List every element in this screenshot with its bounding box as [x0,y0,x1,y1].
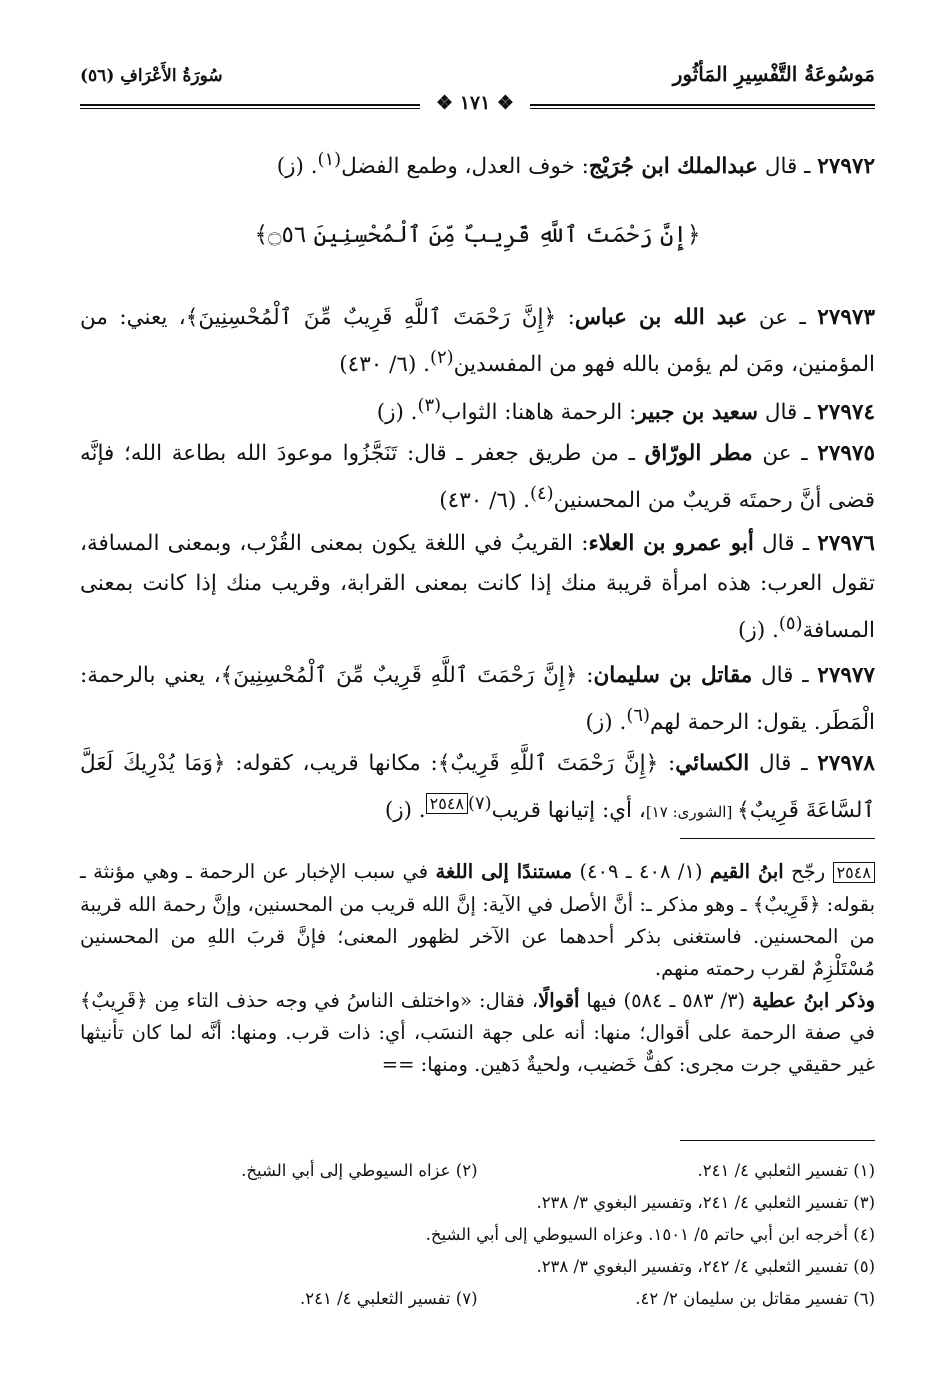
entry-27978: ٢٧٩٧٨ ـ قال الكسائي: ﴿إِنَّ رَحْمَتَ ٱللَّهِ قَرِيبٌ﴾: مكانها قريب، كقوله: ﴿وَمَا يُدْرِيكَ لَعَلَّ ٱلسَّاعَةَ قَرِيبٌ﴾ [الشورى: ١٧]، أي: إتيانها قريب$^{(٧)٢٥٤٨}$. (ز) [80,751,875,824]
note-separator [680,838,875,839]
footnote: (٧) تفسير الثعلبي ٤/ ٢٤١. [299,1289,478,1308]
page-number: ❖ ١٧١ ❖ [420,92,530,114]
quran-word: تَنَجَّزُوا [342,441,398,466]
entry-27977: ٢٧٩٧٧ ـ قال مقاتل بن سليمان: ﴿إِنَّ رَحْمَتَ ٱللَّهِ قَرِيبٌ مِّنَ ٱلْمُحْسِنِينَ﴾، يعني بالرحمة: الْمَطَر. يقول: الرحمة لهم$^{(٦)}$. (ز) [80,663,876,736]
surah-title: سُورَةُ الأَعْرَافِ (٥٦) [80,66,223,86]
note-ref-box[interactable]: ٢٥٤٨ [426,793,468,814]
entry-27974: ٢٧٩٧٤ ـ قال سعيد بن جبير: الرحمة هاهنا: الثواب$^{(٣)}$. (ز) [376,395,875,426]
entry-27972: ٢٧٩٧٢ ـ قال عبدالملك ابن جُرَيْج: خوف العدل، وطمع الفضل$^{(١)}$. (ز) [276,149,875,180]
footnote: (٥) تفسير الثعلبي ٤/ ٢٤٢، وتفسير البغوي ٣/ ٢٣٨. [536,1257,875,1276]
ayah-heading: ﴿إِنَّ رَحْمَتَ ٱللَّهِ قَرِيبٌ مِّنَ ٱلْمُحْسِنِينَ ۝٥٦﴾ [254,222,701,248]
footnote-ref[interactable]: (٣) [417,395,442,416]
footnote: (٢) عزاه السيوطي إلى أبي الشيخ. [241,1161,478,1180]
running-header [80,62,875,96]
entry-27975: ٢٧٩٧٥ ـ عن مطر الورّاق ـ من طريق جعفر ـ قال: تَنَجَّزُوا موعودَ الله بطاعة الله؛ فإنَّه قضى أنَّ رحمتَه قريبٌ من المحسنين$^{(٤)}$. (٦/ ٤٣٠) [80,441,876,514]
footnote-ref[interactable]: (٢) [430,347,454,368]
scholar-name: ابنُ القيم [709,860,784,883]
entry-number: ٢٧٩٧٨ [817,751,875,776]
quran-quote: ﴿وَمَا يُدْرِيكَ لَعَلَّ ٱلسَّاعَةَ قَرِيبٌ﴾ [80,751,875,824]
narrator-name: مطر الورّاق [644,441,753,466]
note-paragraph: وذكر ابنُ عطية (٣/ ٥٨٣ ـ ٥٨٤) فيها أقوالًا، فقال: «واختلف الناسُ في وجه حذف التاء مِن ﴿قَرِيبٌ﴾ في صفة الرحمة على أقوال؛ منها: أنه على جهة النسَب، أي: ذات قرب. ومنها: أنَّه لما كان تأنيثها غير حقيقي جرت مجرى: كفٌّ خَضيب، ولحيةٌ دَهين. ومنها: == [80,989,875,1076]
quran-quote: ﴿إِنَّ رَحْمَتَ ٱللَّهِ قَرِيبٌ مِّنَ ٱلْمُحْسِنِينَ﴾ [220,663,578,688]
narrator-name: أبو عمرو بن العلاء [588,531,754,556]
narrator-name: الكسائي [675,751,750,776]
entry-number: ٢٧٩٧٢ [817,154,875,180]
quran-quote: ﴿إِنَّ رَحْمَتَ ٱللَّهِ قَرِيبٌ﴾ [437,751,659,776]
footnote-ref[interactable]: (٥) [778,613,803,634]
footnote-ref[interactable]: (٧) [468,793,492,814]
entry-number: ٢٧٩٧٦ [817,531,875,556]
footnote: (٦) تفسير مقاتل بن سليمان ٢/ ٤٢. [635,1289,875,1308]
narrator-name: سعيد بن جبير [636,400,758,426]
book-title: مَوسُوعَةُ التَّفْسِيرِ المَأثُور [672,62,875,86]
footnotes [80,1155,875,1315]
entry-number: ٢٧٩٧٧ [817,663,876,688]
entry-number: ٢٧٩٧٣ [817,305,875,330]
entry-27976: ٢٧٩٧٦ ـ قال أبو عمرو بن العلاء: القريبُ في اللغة يكون بمعنى القُرْب، وبمعنى المسافة، تقول العرب: هذه امرأة قريبة منك إذا كانت بمعنى القرابة، وقريب منك إذا كانت بمعنى المسافة$^{(٥)}$. (ز) [80,531,875,644]
note-number-box: ٢٥٤٨ [833,862,875,883]
footnote: (١) تفسير الثعلبي ٤/ ٢٤١. [697,1161,875,1180]
entry-27973: ٢٧٩٧٣ ـ عن عبد الله بن عباس: ﴿إِنَّ رَحْمَتَ ٱللَّهِ قَرِيبٌ مِّنَ ٱلْمُحْسِنِينَ﴾، يعني: من المؤمنين، ومَن لم يؤمن بالله فهو من المفسدين$^{(٢)}$. (٦/ ٤٣٠) [80,305,875,378]
narrator-name: عبد الله بن عباس [574,305,748,330]
editorial-note [80,856,875,1081]
quran-quote: ﴿إِنَّ رَحْمَتَ ٱللَّهِ قَرِيبٌ مِّنَ ٱلْمُحْسِنِينَ﴾ [185,305,557,330]
footnote-ref[interactable]: (١) [317,149,342,170]
ornament-icon: ❖ [436,92,460,114]
footnote: (٣) تفسير الثعلبي ٤/ ٢٤١، وتفسير البغوي ٣/ ٢٣٨. [536,1193,875,1212]
entry-number: ٢٧٩٧٥ [817,441,876,466]
note-paragraph: ٢٥٤٨ رجّح ابنُ القيم (١/ ٤٠٨ ـ ٤٠٩) مستندًا إلى اللغة في سبب الإخبار عن الرحمة ـ وهي مؤنثة ـ بقوله: ﴿قَرِيبٌ﴾ ـ وهو مذكر ـ: أنَّ الأصل في الآية: إنَّ الله قريب من المحسنين، وإنَّ رحمة الله قريبة من المحسنين. فاستغنى بذكر أحدهما عن الآخر لظهور المعنى؛ فإنَّ قربَ اللهِ من المحسنين مُسْتَلْزِمٌ لقرب رحمته منهم. [80,860,876,980]
ornament-icon: ❖ [490,92,514,114]
footnote-ref[interactable]: (٤) [530,483,554,504]
footnote: (٤) أخرجه ابن أبي حاتم ٥/ ١٥٠١. وعزاه السيوطي إلى أبي الشيخ. [425,1225,875,1244]
entry-number: ٢٧٩٧٤ [817,400,875,426]
footnote-ref[interactable]: (٦) [626,705,650,726]
narrator-name: مقاتل بن سليمان [593,663,753,688]
surah-reference: [الشورى: ١٧] [645,803,738,822]
narrator-name: عبدالملك ابن جُرَيْج [588,154,758,180]
footnote-separator [680,1140,875,1141]
scholar-name: ابنُ عطية [752,989,830,1012]
